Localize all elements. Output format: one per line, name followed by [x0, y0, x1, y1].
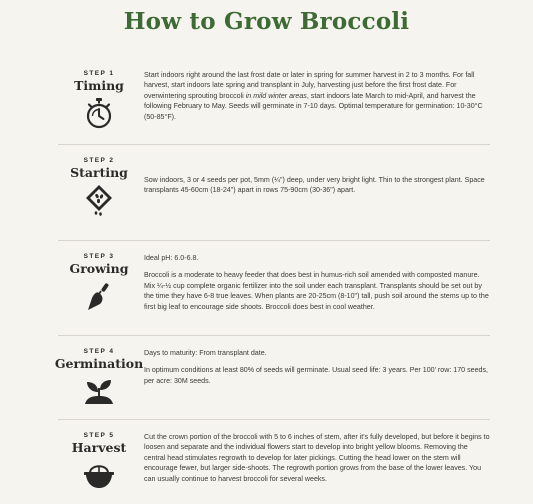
step-paragraph: In optimum conditions at least 80% of seeds will germinate. Usual seed life: 3 years. Per 100' row: 170 seeds, per acre: 30M seeds.	[144, 366, 489, 385]
step-number: STEP 1	[83, 70, 115, 77]
step-title: Harvest	[71, 440, 127, 455]
stopwatch-icon	[82, 96, 116, 130]
step-number: STEP 4	[83, 348, 115, 355]
step-paragraph: Days to maturity: From transplant date.	[144, 349, 267, 357]
step-paragraph: Ideal pH: 6.0-6.8.	[144, 254, 199, 262]
step-header	[54, 336, 144, 408]
step-starting	[58, 145, 490, 241]
step-paragraph: Cut the crown portion of the broccoli with 5 to 6 inches of stem, after it's fully developed, but before it begins to loosen and separate and the individual flowers start to develop into bright yellow blooms. Removing the central head stimulates regrowth to develop for later pickings. Cutting the head lower on the stem will encourage fewer, but larger side-shoots. The regrowth portion grows from the base of the lower leaves. You can usually continue to harvest broccoli for several weeks.	[144, 433, 490, 483]
step-title: Germination	[54, 356, 144, 371]
trowel-icon	[82, 279, 116, 313]
step-body	[140, 58, 490, 122]
step-body	[140, 145, 490, 196]
paragraph-text: , start indoors late March to mid-April, and harvest the following February to May. Seeds will germinate in 7-10 days. Optimal temperature for germination: 10-30°C (50-85°F).	[144, 91, 483, 121]
step-header	[58, 241, 140, 313]
basket-icon	[82, 458, 116, 492]
step-header	[58, 145, 140, 217]
step-harvest	[58, 420, 490, 504]
paragraph-text: Start indoors right around the last frost date or later in spring for summer harvest in 2 to 3 months. For fall harvest, start indoors late spring and transplant in July, harvesting just before the first frost date. For overwintering sprouting broccoli	[144, 71, 475, 100]
step-growing	[58, 241, 490, 336]
step-body	[140, 241, 490, 312]
seed-packet-icon	[82, 183, 116, 217]
steps-list	[54, 58, 490, 504]
step-paragraph: Broccoli is a moderate to heavy feeder that does best in humus-rich soil amended with composted manure. Mix ¼-½ cup complete organic fertilizer into the soil under each transplant. Transplants should be set out by the time they have 6-8 true leaves. When plants are 20-25cm (8-10") tall, push soil around the stems up to the first big leaf to encourage side shoots. Broccoli does best in cool weather.	[144, 271, 489, 311]
sprout-icon	[82, 374, 116, 408]
step-germination	[54, 336, 490, 420]
step-timing	[58, 58, 490, 145]
paragraph-emphasis: in mild winter areas	[245, 91, 307, 100]
step-title: Starting	[70, 165, 128, 180]
step-body	[140, 420, 490, 484]
step-paragraph: Sow indoors, 3 or 4 seeds per pot, 5mm (¼") deep, under very bright light. Thin to the strongest plant. Space transplants 45-60cm (18-24") apart in rows 75-90cm (30-36") apart.	[144, 176, 485, 195]
step-title: Timing	[74, 78, 124, 93]
step-header	[58, 58, 140, 130]
step-body	[140, 336, 490, 386]
page-title: How to Grow Broccoli	[123, 8, 410, 35]
step-number: STEP 5	[83, 432, 115, 439]
step-number: STEP 3	[83, 253, 115, 260]
step-title: Growing	[69, 261, 129, 276]
step-header	[58, 420, 140, 492]
step-number: STEP 2	[83, 157, 115, 164]
step-paragraph	[144, 70, 490, 122]
